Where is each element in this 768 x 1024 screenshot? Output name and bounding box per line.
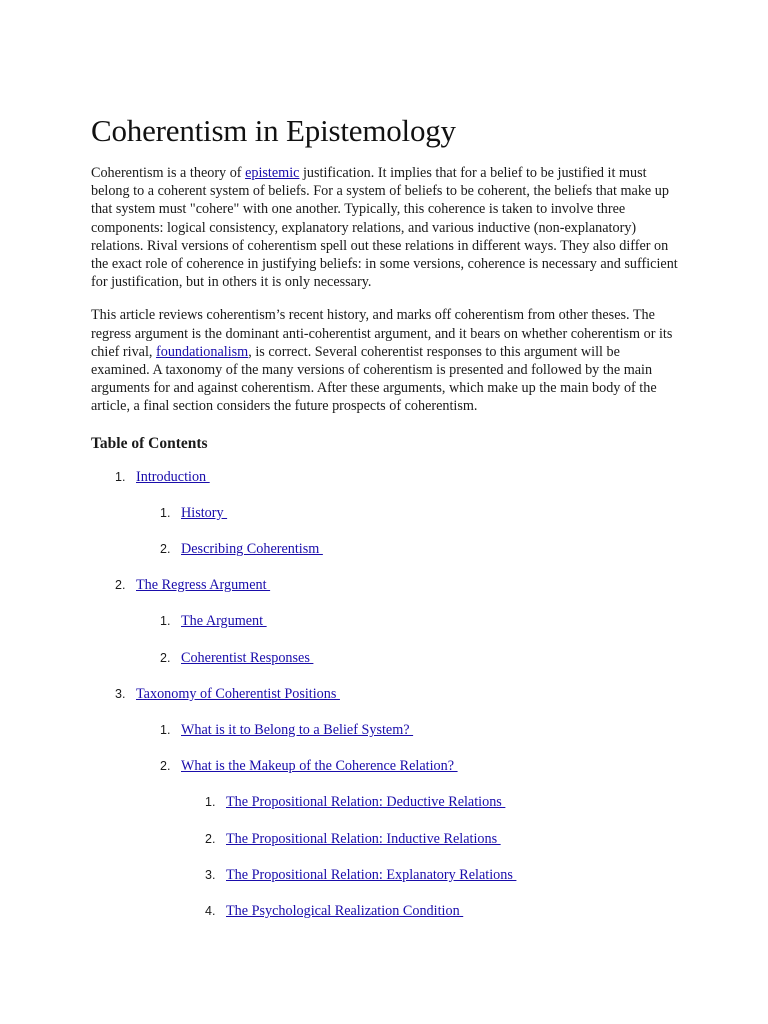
toc-item-coherence-relation-makeup <box>91 757 681 775</box>
intro-text-start: Coherentism is a theory of <box>91 165 246 181</box>
toc-item-explanatory-relations <box>91 866 681 884</box>
overview-paragraph <box>91 306 681 415</box>
toc-link-inductive-relations[interactable]: The Propositional Relation: Inductive Relations <box>226 830 501 847</box>
overview-text-start: This article reviews coherentism’s recent history, and marks off coherentism from other theses. The regress argument is the dominant anti-coherentist argument, and it bears on whether coherentism or its chief rival, <box>91 307 673 360</box>
toc-number: 1. <box>160 722 171 737</box>
foundationalism-link[interactable]: foundationalism <box>156 343 249 360</box>
toc-item-coherentist-responses <box>91 649 681 667</box>
toc-item-taxonomy <box>91 685 681 703</box>
toc-item-belong-to-belief-system <box>91 721 681 739</box>
toc-link-deductive-relations[interactable]: The Propositional Relation: Deductive Relations <box>226 794 506 811</box>
toc-number: 1. <box>205 795 216 810</box>
epistemic-link[interactable]: epistemic <box>245 165 300 181</box>
page-title: Coherentism in Epistemology <box>91 113 456 148</box>
toc-item-inductive-relations <box>91 830 681 848</box>
toc-item-history <box>91 504 681 522</box>
overview-text-end: , is correct. Several coherentist responses to this argument will be examined. A taxonomy of the many versions of coherentism is presented and followed by the main arguments for and against coherentism. After these arguments, which make up the main body of the article, a final section considers the future prospects of coherentism. <box>91 343 657 415</box>
toc-link-regress-argument[interactable]: The Regress Argument <box>136 577 271 594</box>
toc-link-describing-coherentism[interactable]: Describing Coherentism <box>181 541 323 558</box>
toc-item-regress-argument <box>91 576 681 594</box>
toc-number: 2. <box>160 542 171 557</box>
toc-link-explanatory-relations[interactable]: The Propositional Relation: Explanatory Relations <box>226 866 517 883</box>
toc-link-belong-to-belief-system[interactable]: What is it to Belong to a Belief System? <box>181 721 414 738</box>
toc-number: 3. <box>205 867 216 882</box>
toc-number: 2. <box>160 759 171 774</box>
toc-number: 3. <box>115 686 126 701</box>
toc-link-the-argument[interactable]: The Argument <box>181 613 267 630</box>
toc-item-psychological-realization <box>91 902 681 920</box>
toc-item-describing-coherentism <box>91 540 681 558</box>
toc-number: 2. <box>160 650 171 665</box>
toc-item-the-argument <box>91 612 681 630</box>
toc-number: 2. <box>115 578 126 593</box>
toc-heading: Table of Contents <box>91 434 208 452</box>
toc-number: 2. <box>205 831 216 846</box>
toc-number: 1. <box>160 614 171 629</box>
table-of-contents <box>91 468 681 920</box>
toc-link-psychological-realization[interactable]: The Psychological Realization Condition <box>226 902 464 919</box>
toc-link-introduction[interactable]: Introduction <box>136 468 210 485</box>
toc-item-deductive-relations <box>91 793 681 811</box>
toc-link-coherence-relation-makeup[interactable]: What is the Makeup of the Coherence Relation? <box>181 758 458 775</box>
toc-link-taxonomy[interactable]: Taxonomy of Coherentist Positions <box>136 685 340 702</box>
toc-number: 1. <box>115 469 126 484</box>
intro-text-end: justification. It implies that for a belief to be justified it must belong to a coherent system of beliefs. For a system of beliefs to be coherent, the beliefs that make up that system must "cohere" with one another. Typically, this coherence is taken to involve three components: logical consistency, explanatory relations, and various inductive (non-explanatory) relations. Rival versions of coherentism spell out these relations in different ways. They also differ on the exact role of coherence in justifying beliefs: in some versions, coherence is necessary and sufficient for justification, but in others it is only necessary. <box>91 165 678 291</box>
article-page <box>91 112 681 938</box>
toc-item-introduction <box>91 468 681 486</box>
toc-number: 1. <box>160 505 171 520</box>
intro-paragraph <box>91 164 681 291</box>
toc-link-history[interactable]: History <box>181 504 228 521</box>
toc-link-coherentist-responses[interactable]: Coherentist Responses <box>181 649 314 666</box>
toc-number: 4. <box>205 903 216 918</box>
